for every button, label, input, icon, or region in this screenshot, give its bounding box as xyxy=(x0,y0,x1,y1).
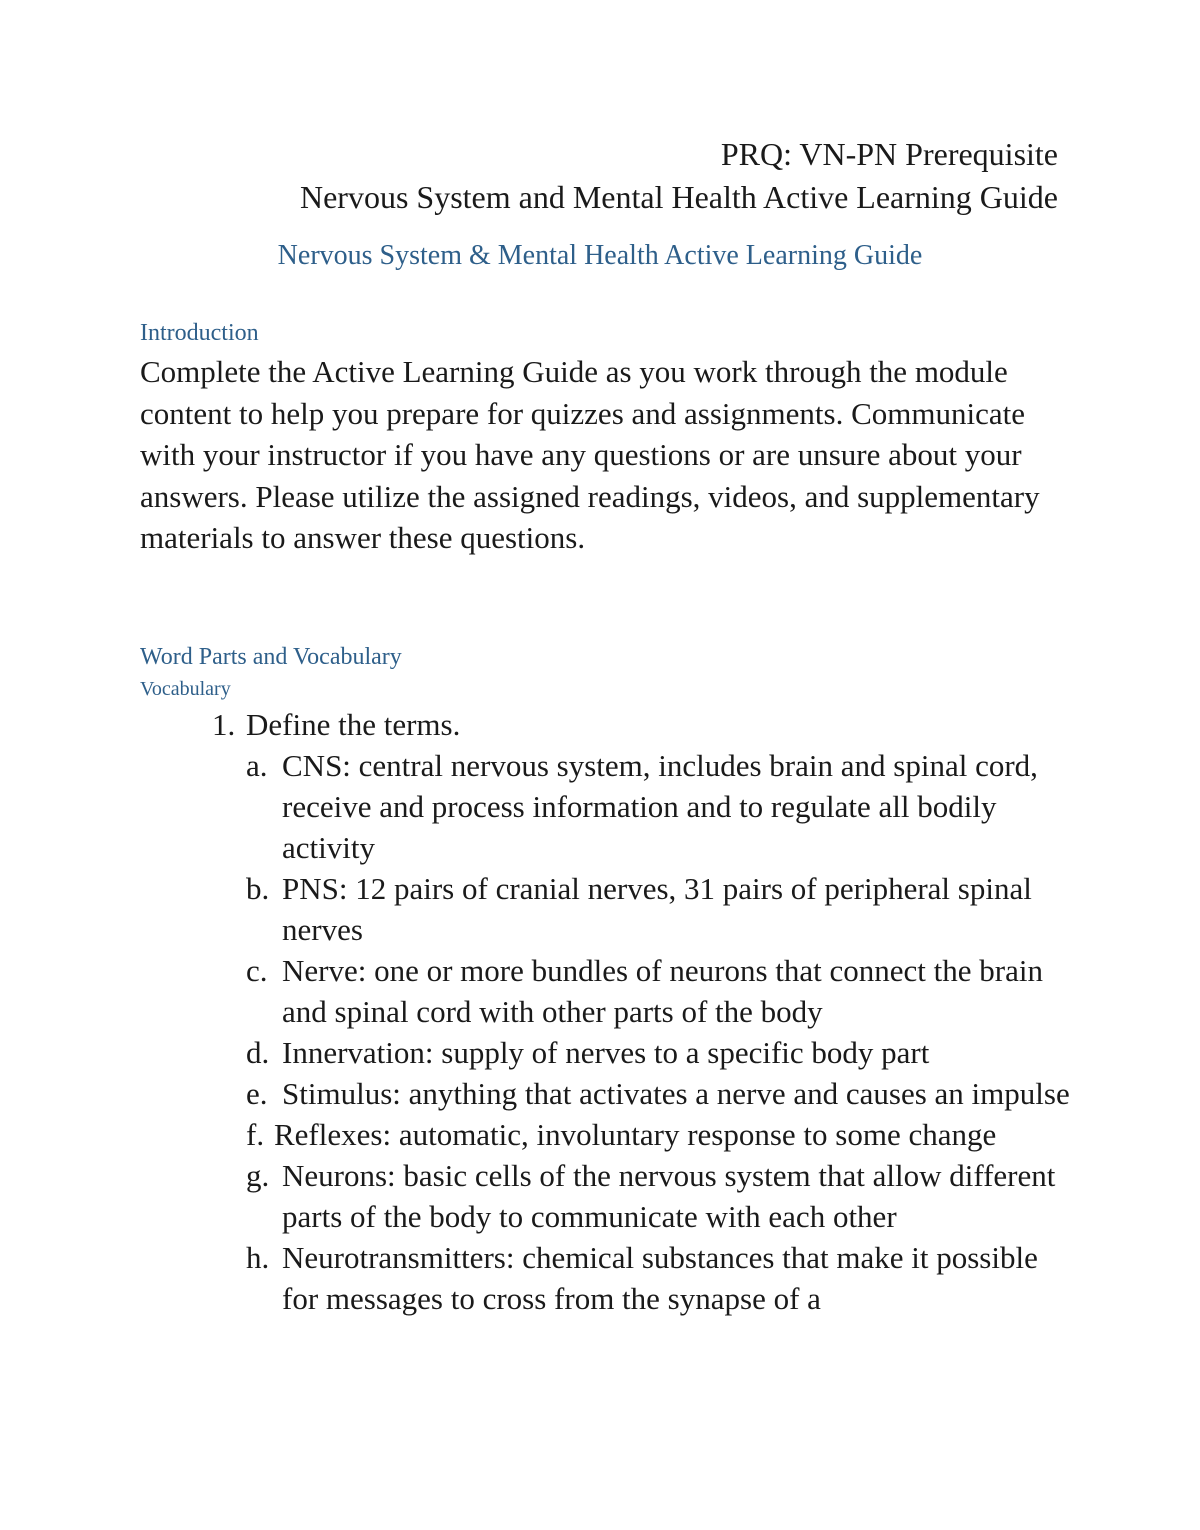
question-1 xyxy=(212,704,1072,745)
item-text: Nerve: one or more bundles of neurons that connect the brain and spinal cord with other parts of the body xyxy=(282,953,1043,1029)
definition-item-stimulus xyxy=(246,1073,1072,1114)
item-letter: h. xyxy=(246,1240,270,1275)
item-text: CNS: central nervous system, includes brain and spinal cord, receive and process information and to regulate all bodily activity xyxy=(282,748,1038,865)
item-text: Innervation: supply of nerves to a specific body part xyxy=(282,1035,930,1070)
definition-item-cns xyxy=(246,745,1072,868)
item-letter: c. xyxy=(246,953,268,988)
definition-item-pns xyxy=(246,868,1072,950)
item-text: Neurons: basic cells of the nervous system that allow different parts of the body to communicate with each other xyxy=(282,1158,1056,1234)
introduction-body: Complete the Active Learning Guide as you work through the module content to help you prepare for quizzes and assignments. Communicate with your instructor if you have any questions or are unsure about your answers. Please utilize the assigned readings, videos, and supplementary materials to answer these questions. xyxy=(140,354,1040,555)
page-header xyxy=(300,133,1058,219)
vocabulary-subheading: Vocabulary xyxy=(140,678,231,700)
definition-item-nerve xyxy=(246,950,1072,1032)
item-letter: d. xyxy=(246,1035,270,1070)
definition-item-reflexes xyxy=(246,1114,1072,1155)
definition-item-innervation xyxy=(246,1032,1072,1073)
question-text: Define the terms. xyxy=(246,707,461,742)
definition-list xyxy=(246,745,1072,1319)
item-text: Reflexes: automatic, involuntary response to some change xyxy=(274,1117,997,1152)
item-text: Stimulus: anything that activates a nerve and causes an impulse xyxy=(282,1076,1070,1111)
definition-item-neurotransmitters xyxy=(246,1237,1072,1319)
item-text: Neurotransmitters: chemical substances that make it possible for messages to cross from the synapse of a xyxy=(282,1240,1038,1316)
header-guide-title: Nervous System and Mental Health Active Learning Guide xyxy=(299,179,1058,215)
item-letter: a. xyxy=(246,748,268,783)
item-letter: g. xyxy=(246,1158,270,1193)
item-text: PNS: 12 pairs of cranial nerves, 31 pairs of peripheral spinal nerves xyxy=(282,871,1032,947)
header-course-code: PRQ: VN-PN Prerequisite xyxy=(720,136,1058,172)
item-letter: b. xyxy=(246,871,270,906)
item-letter: f. xyxy=(246,1117,265,1152)
item-letter: e. xyxy=(246,1076,268,1111)
word-parts-heading: Word Parts and Vocabulary xyxy=(140,644,402,670)
question-list xyxy=(212,704,1072,1319)
document-title: Nervous System & Mental Health Active Learning Guide xyxy=(277,240,923,271)
question-number: 1. xyxy=(212,707,236,742)
definition-item-neurons xyxy=(246,1155,1072,1237)
introduction-heading: Introduction xyxy=(140,320,259,346)
